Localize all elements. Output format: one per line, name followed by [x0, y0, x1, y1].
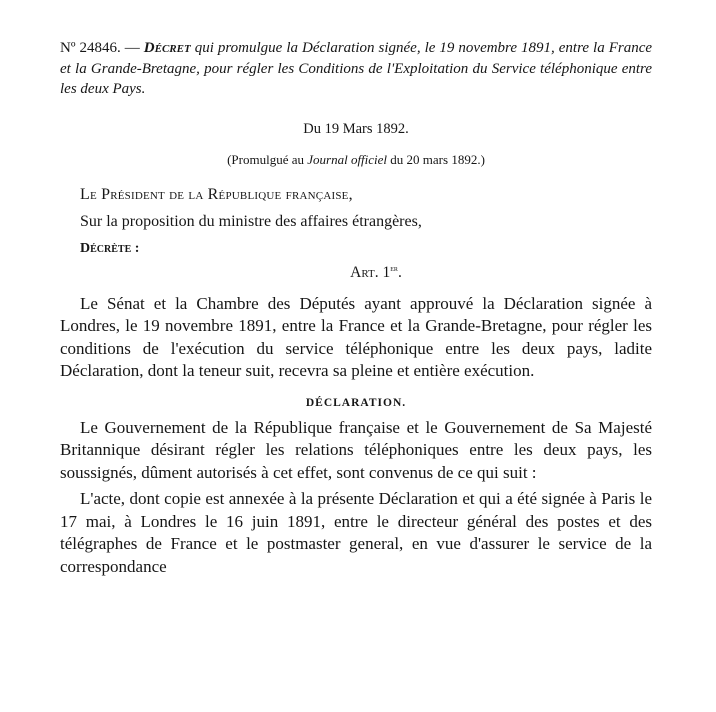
- proposition-line: Sur la proposition du ministre des affaires étrangères,: [80, 212, 422, 230]
- heading-text: qui promulgue la Déclaration signée, le 19 novembre 1891, entre la France et la Grande-Bretagne, pour régler les Conditions de l'Exploitation du Service téléphonique entre les deux Pays.: [60, 40, 653, 97]
- document-page: [60, 38, 652, 578]
- promulgation-note: [60, 152, 652, 168]
- article-title: [100, 263, 652, 282]
- article-end: .: [397, 263, 402, 281]
- article-label: Art. 1: [350, 263, 391, 281]
- declaration-title: DÉCLARATION.: [305, 396, 407, 409]
- promulgation-after: du 20 mars 1892.): [390, 151, 485, 167]
- heading-dash: —: [124, 40, 140, 56]
- promulgation-before: (Promulgué au: [227, 151, 304, 167]
- decrete-label: Décrète :: [80, 240, 140, 256]
- president-line: Le Président de la République française,: [80, 185, 353, 203]
- decree-date: Du 19 Mars 1892.: [303, 120, 409, 137]
- declaration-paragraph: Le Gouvernement de la République française et le Gouvernement de Sa Majesté Britannique désirant régler les relations téléphoniques entre les deux pays, les soussignés, dûment autorisés à cet effet, sont convenus de ce qui suit :: [60, 417, 652, 482]
- article-suffix: er: [390, 262, 398, 273]
- decree-heading: [60, 38, 652, 100]
- act-paragraph: L'acte, dont copie est annexée à la présente Déclaration et qui a été signée à Paris le 17 mai, à Londres le 16 juin 1891, entre le directeur général des postes et des télégraphes de France et le postmaster general, en vue d'assurer le service de la correspondance: [60, 489, 652, 576]
- journal-officiel: Journal officiel: [307, 151, 388, 167]
- decree-number: Nº 24846.: [60, 40, 121, 56]
- decret-label: Décret: [143, 40, 191, 56]
- article-paragraph: Le Sénat et la Chambre des Députés ayant approuvé la Déclaration signée à Londres, le 19 novembre 1891, entre la France et la Grande-Bretagne, pour régler les conditions de l'exécution du service téléphonique entre les deux pays, ladite Déclaration, dont la teneur suit, recevra sa pleine et entière exécution.: [60, 293, 652, 381]
